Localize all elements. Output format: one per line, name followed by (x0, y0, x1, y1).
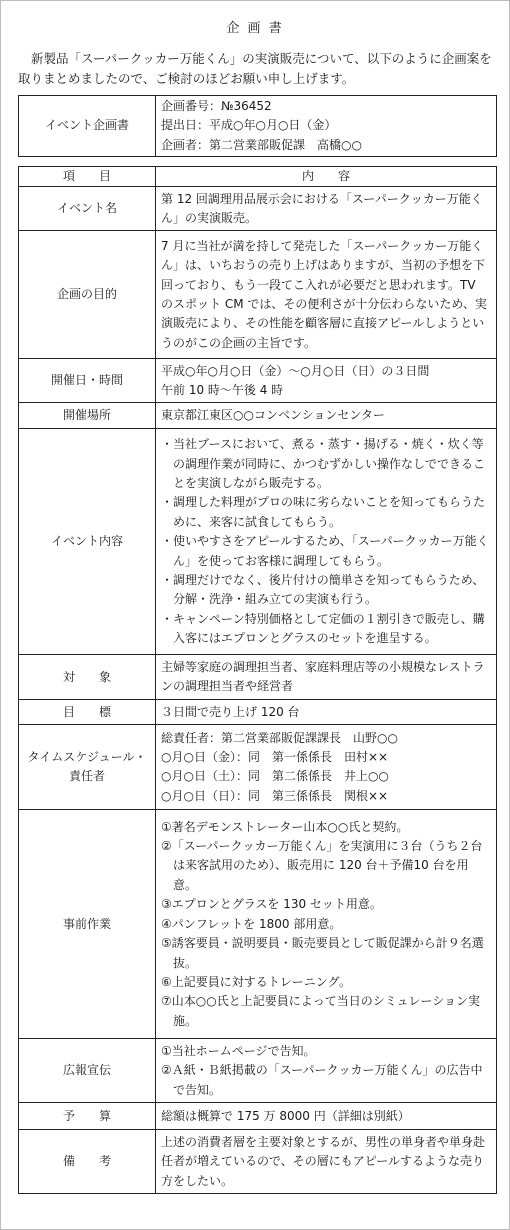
list-item: ③エプロンとグラスを 130 セット用意。 (161, 897, 382, 912)
header-content: 内 容 (156, 167, 497, 187)
list-item: ②Ａ紙・Ｂ紙掲載の「スーパークッカー万能くん」の広告中で告知。 (161, 1063, 483, 1097)
row-content-remarks (156, 1130, 497, 1194)
remarks-text: 上述の消費者層を主要対象とするが、男性の単身者や単身赴任者が増えているので、その層にもアピールするような売り方をしたい。 (161, 1134, 486, 1188)
schedule-line: ○月○日（土）：同 第二係係長 井上○○ (161, 769, 389, 784)
table-row (19, 810, 497, 1039)
planner: 企画者：第二営業部販促課 高橋○○ (161, 137, 362, 152)
row-label-purpose: 企画の目的 (19, 231, 156, 359)
row-label-target: 対 象 (19, 655, 156, 700)
table-row (19, 725, 497, 810)
list-item: ・調理した料理がプロの味に劣らないことを知ってもらうために、来客に試食してもらう。 (161, 495, 486, 529)
row-label-datetime: 開催日・時間 (19, 359, 156, 403)
table-row (19, 187, 497, 231)
list-item: ①著名デモンストレーター山本○○氏と契約。 (161, 819, 409, 834)
intro-paragraph: 新製品「スーパークッカー万能くん」の実演販売について、以下のように企画案を取りまとめましたので、ご検討のほどお願い申し上げます。 (18, 51, 492, 86)
table-row (19, 1130, 497, 1194)
table-row (19, 700, 497, 725)
list-item: ・調理だけでなく、後片付けの簡単さを知ってもらうため、分解・洗浄・組み立ての実演も行う。 (161, 573, 485, 607)
venue-text: 東京都江東区○○コンベンションセンター (161, 408, 385, 423)
table-row (19, 231, 497, 359)
plan-number: 企画番号：№36452 (161, 98, 272, 113)
row-content-target (156, 655, 497, 700)
row-content-goal (156, 700, 497, 725)
row-content-event-name (156, 187, 497, 231)
purpose-text: 7 月に当社が満を持して発売した「スーパークッカー万能くん」は、いちおうの売り上げはありますが、当初の予想を下回っており、もう一段てこ入れが必要だと思われます。TV のスポット CM では、その便利さが十分伝わらないため、実演販売により、その性能を顧客層に直接アピールしようというのがこの企画の主旨です。 (161, 238, 487, 350)
row-label-prep: 事前作業 (19, 810, 156, 1039)
budget-text: 総額は概算で 175 万 8000 円（詳細は別紙） (161, 1108, 410, 1123)
list-item: ⑤誘客要員・説明要員・販売要員として販促課から計９名選抜。 (161, 936, 484, 970)
row-label-pr: 広報宣伝 (19, 1039, 156, 1103)
submit-date: 提出日：平成○年○月○日（金） (161, 118, 337, 133)
schedule-line: ○月○日（日）：同 第三係係長 関根×× (161, 788, 389, 803)
row-content-event-content (156, 429, 497, 655)
row-content-venue (156, 403, 497, 429)
table-row (19, 359, 497, 403)
row-label-remarks: 備 考 (19, 1130, 156, 1194)
table-row (19, 1039, 497, 1103)
header-item: 項 目 (19, 167, 156, 187)
time-range: 午前 10 時～午後 4 時 (161, 382, 284, 397)
list-item: ・当社ブースにおいて、煮る・蒸す・揚げる・焼く・炊く等の調理作業が同時に、かつむずかしい操作なしでできることを実演しながら販売する。 (161, 437, 486, 490)
row-content-purpose (156, 231, 497, 359)
target-text: 主婦等家庭の調理担当者、家庭料理店等の小規模なレストランの調理担当者や経営者 (161, 660, 485, 694)
event-name-text: 第 12 回調理用品展示会における「スーパークッカー万能くん」の実演販売。 (161, 191, 483, 225)
header-table (18, 95, 497, 157)
main-table (18, 166, 497, 1194)
row-label-schedule: タイムスケジュール・責任者 (19, 725, 156, 810)
document-title: 企 画 書 (226, 21, 284, 36)
row-content-budget (156, 1103, 497, 1130)
row-label-goal: 目 標 (19, 700, 156, 725)
list-item: ・キャンペーン特別価格として定価の１割引きで販売し、購入客にはエプロンとグラスのセットを進呈する。 (161, 611, 485, 646)
table-row (19, 403, 497, 429)
schedule-line: ○月○日（金）：同 第一係係長 田村×× (161, 750, 389, 764)
header-info (156, 96, 497, 157)
list-item: ⑥上記要員に対するトレーニング。 (161, 974, 352, 989)
header-label: イベント企画書 (19, 96, 156, 157)
row-content-pr (156, 1039, 497, 1103)
table-row (19, 429, 497, 655)
table-row (19, 1103, 497, 1130)
list-item: ・使いやすさをアピールするため、「スーパークッカー万能くん」を使ってお客様に調理してもらう。 (161, 534, 489, 568)
list-item: ①当社ホームページで告知。 (161, 1043, 316, 1058)
row-label-budget: 予 算 (19, 1103, 156, 1130)
list-item: ②「スーパークッカー万能くん」を実演用に３台（うち２台は来客試用のため）、販売用に 120 台＋予備10 台を用意。 (161, 839, 483, 892)
row-content-schedule (156, 725, 497, 810)
list-item: ④パンフレットを 1800 部用意。 (161, 916, 342, 931)
table-header-row (19, 167, 497, 187)
goal-text: ３日間で売り上げ 120 台 (161, 704, 300, 719)
row-label-event-name: イベント名 (19, 187, 156, 231)
row-content-prep (156, 810, 497, 1039)
list-item: ⑦山本○○氏と上記要員によって当日のシミュレーション実施。 (161, 994, 480, 1028)
date-range: 平成○年○月○日（金）～○月○日（日）の３日間 (161, 363, 430, 378)
row-label-event-content: イベント内容 (19, 429, 156, 655)
schedule-line: 総責任者：第二営業部販促課課長 山野○○ (161, 730, 398, 745)
table-row (19, 655, 497, 700)
row-label-venue: 開催場所 (19, 403, 156, 429)
row-content-datetime (156, 359, 497, 403)
